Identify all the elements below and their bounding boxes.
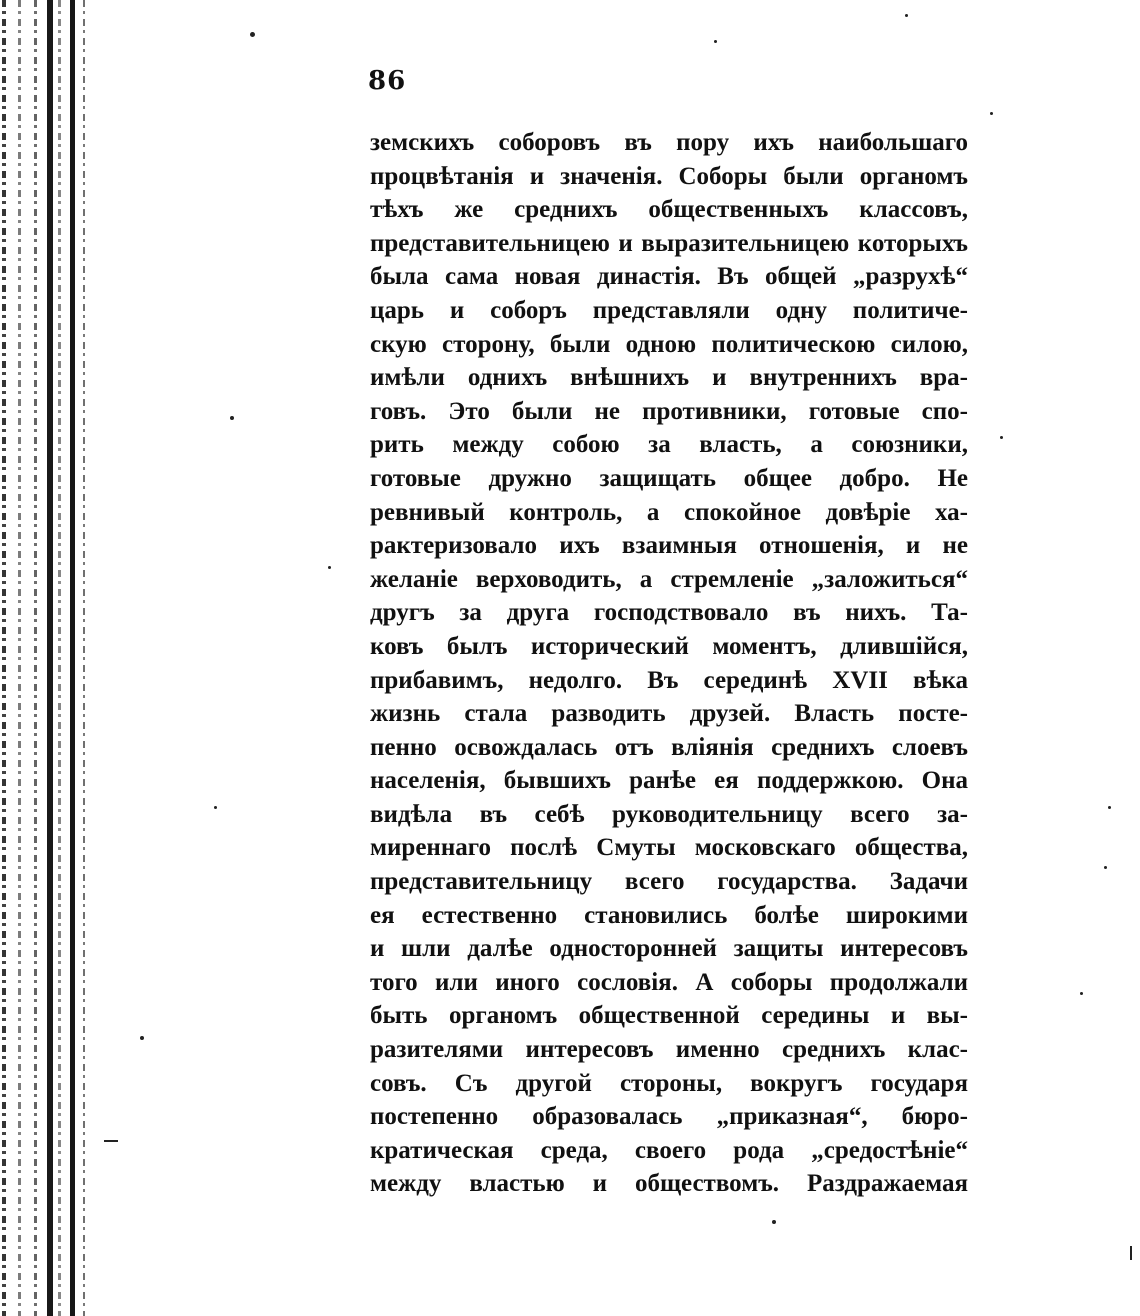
scan-speck	[230, 416, 234, 420]
text-line: процвѣтанія и значенія. Соборы были органомъ	[370, 162, 968, 190]
text-line: и шли далѣе односторонней защиты интересовъ	[370, 935, 968, 963]
scan-speck	[250, 32, 255, 37]
binding-shadow	[83, 0, 85, 1316]
binding-shadow	[18, 0, 21, 1316]
page-number: 86	[368, 66, 407, 96]
text-line: постепенно образовалась „приказная“, бюро-	[370, 1103, 968, 1131]
text-line: совъ. Съ другой стороны, вокругъ государя	[370, 1069, 968, 1097]
text-line: разителями интересовъ именно среднихъ клас-	[370, 1036, 968, 1064]
text-line: имѣли однихъ внѣшнихъ и внутреннихъ вра-	[370, 364, 968, 392]
text-line: ревнивый контроль, а спокойное довѣріе ха-	[370, 498, 968, 526]
text-line: прибавимъ, недолго. Въ серединѣ XVII вѣка	[370, 666, 968, 694]
text-line: желаніе верховодить, а стремленіе „заложиться“	[370, 565, 968, 593]
text-line: пенно освождалась отъ вліянія среднихъ слоевъ	[370, 733, 968, 761]
text-line: представительницею и выразительницею которыхъ	[370, 229, 968, 257]
binding-shadow	[70, 0, 75, 1316]
scan-speck	[214, 806, 217, 809]
text-line: земскихъ соборовъ въ пору ихъ наибольшаго	[370, 129, 968, 156]
binding-shadow	[34, 0, 37, 1316]
binding-shadow	[47, 0, 53, 1316]
binding-shadow	[2, 0, 6, 1316]
book-binding-edge	[0, 0, 95, 1316]
scan-speck	[1130, 1246, 1132, 1260]
text-line: была сама новая династія. Въ общей „разрухѣ“	[370, 263, 968, 291]
scan-speck	[140, 1036, 144, 1040]
text-line: кратическая среда, своего рода „средостѣніе“	[370, 1136, 968, 1164]
text-line: ея естественно становились болѣе широкими	[370, 901, 968, 929]
text-line: ковъ былъ исторический моментъ, длившійся,	[370, 632, 968, 660]
text-line: тѣхъ же среднихъ общественныхъ классовъ,	[370, 196, 968, 224]
text-line: представительницу всего государства. Задачи	[370, 868, 968, 896]
text-line: скую сторону, были одною политическою силою,	[370, 330, 968, 358]
text-line: другъ за друга господствовало въ нихъ. Та-	[370, 599, 968, 627]
text-line: рить между собою за власть, а союзники,	[370, 431, 968, 459]
scan-speck	[1104, 866, 1107, 869]
scan-speck	[1108, 806, 1111, 809]
scan-speck	[714, 40, 717, 43]
text-line: между властью и обществомъ. Раздражаемая	[370, 1170, 968, 1198]
scan-speck	[104, 1140, 118, 1142]
scan-speck	[990, 112, 993, 115]
text-line: царь и соборъ представляли одну политиче-	[370, 296, 968, 324]
body-text	[370, 126, 968, 1201]
text-line: видѣла въ себѣ руководительницу всего за-	[370, 800, 968, 828]
text-line: того или иного сословія. А соборы продолжали	[370, 968, 968, 996]
text-line: жизнь стала разводить друзей. Власть посте-	[370, 700, 968, 728]
text-line: быть органомъ общественной середины и вы-	[370, 1002, 968, 1030]
scan-speck	[905, 14, 908, 17]
text-line: говъ. Это были не противники, готовые спо-	[370, 397, 968, 425]
scan-speck	[772, 1220, 776, 1224]
text-line: готовые дружно защищать общее добро. Не	[370, 464, 968, 492]
text-line: рактеризовало ихъ взаимныя отношенія, и не	[370, 532, 968, 560]
text-line: населенія, бывшихъ ранѣе ея поддержкою. Она	[370, 767, 968, 795]
text-line: миреннаго послѣ Смуты московскаго общества,	[370, 834, 968, 862]
scan-speck	[1080, 992, 1083, 995]
binding-shadow	[58, 0, 61, 1316]
scan-speck	[1000, 436, 1003, 439]
scan-speck	[328, 566, 331, 569]
